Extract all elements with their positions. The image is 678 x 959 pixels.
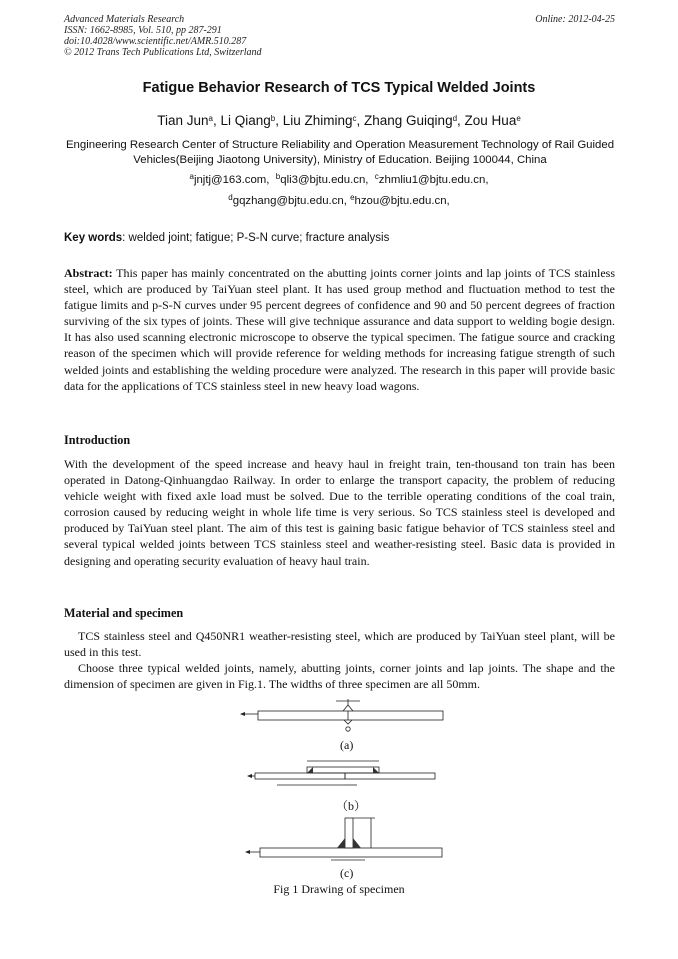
- copyright-line: © 2012 Trans Tech Publications Ltd, Switzerland: [64, 47, 262, 58]
- keywords-label: Key words: [64, 232, 123, 244]
- author: Zhang Guiqing: [364, 113, 453, 128]
- keywords-text: : welded joint; fatigue; P-S-N curve; fracture analysis: [122, 232, 390, 244]
- email-line-1: $^a$jnjtj@163.com, $^b$qli3@bjtu.edu.cn, $^c$zhmliu1@bjtu.edu.cn,: [189, 172, 489, 186]
- affiliation: Engineering Research Center of Structure Reliability and Operation Measurement Technology of Rail Guided Vehicles(Beijing Jiaotong University), Ministry of Education. Beijing 100044, China: [65, 139, 615, 166]
- author: Zou Hua: [464, 113, 517, 128]
- email-address[interactable]: gqzhang@bjtu.edu.cn,: [232, 195, 347, 207]
- doi-line: doi:10.4028/www.scientific.net/AMR.510.287: [64, 36, 247, 47]
- abstract-text: This paper has mainly concentrated on the abutting joints corner joints and lap joints of TCS stainless steel, which are produced by TaiYuan steel plant. It has used group method and fluctuation method to test the fatigue limits and p-S-N curves under 95 percent degrees of confidence and 90 and 50 percent degrees of fraction surviving of the six types of joints. These will give technique assurance and data support to welding bogie design. It has also used scanning electronic microscope to observe the typical specimen. The fatigue source and cracking reason of the specimen which will provide reference for welding methods for increasing fatigue strength of such welded joints and establishing the welding procedure were analyzed. The research in this paper will provide basic data for the applications of TCS stainless steel in new heavy load wagons.: [64, 266, 615, 393]
- figure-caption-b: （b）: [336, 799, 367, 813]
- journal-header: [64, 14, 262, 58]
- material-paragraph-2: Choose three typical welded joints, namely, abutting joints, corner joints and lap joints. The shape and the dimension of specimen are given in Fig.1. The widths of three specimen are all 50mm.: [64, 661, 615, 692]
- abstract-label: Abstract:: [64, 266, 113, 280]
- introduction-text: With the development of the speed increase and heavy haul in freight train, ten-thousand ton train has been operated in Datong-Qinhuangdao Railway. In order to enlarge the transport capacity, the problem of reducing vehicle weight with fixed axle load must be solved. Due to the terrible operating conditions of the coal train, corrosion caused by reducing weight in whole life time is very serious. So TCS stainless steel is developed and produced by TaiYuan steel plant. The aim of this test is gaining basic fatigue behavior of TCS stainless steel and several typical welded joints between TCS stainless steel and weather-resisting steel. Basic data is provided in designing and operating security evaluation of heavy haul train.: [64, 457, 615, 568]
- journal-name: Advanced Materials Research: [64, 14, 185, 25]
- online-date: Online: 2012-04-25: [535, 14, 615, 25]
- author: Tian Jun: [157, 113, 209, 128]
- abstract: [64, 265, 615, 394]
- email-line-2: $^d$gqzhang@bjtu.edu.cn, $^e$hzou@bjtu.edu.cn,: [228, 193, 450, 207]
- section-heading-introduction: Introduction: [64, 433, 131, 447]
- specimen-drawing-c: [245, 812, 445, 864]
- keywords: [64, 232, 389, 244]
- section-heading-material: Material and specimen: [64, 606, 184, 620]
- email-address[interactable]: qli3@bjtu.edu.cn,: [280, 174, 369, 186]
- author: Liu Zhiming: [282, 113, 353, 128]
- paper-title: Fatigue Behavior Research of TCS Typical Welded Joints: [142, 80, 536, 96]
- author: Li Qiang: [220, 113, 271, 128]
- specimen-drawing-b: [247, 757, 442, 795]
- issn-line: ISSN: 1662-8985, Vol. 510, pp 287-291: [64, 25, 222, 36]
- figure-caption-c: (c): [340, 866, 354, 880]
- specimen-drawing-a: [236, 697, 446, 737]
- figure-title: Fig 1 Drawing of specimen: [273, 882, 405, 896]
- email-address[interactable]: jnjtj@163.com,: [193, 174, 270, 186]
- material-paragraph-1: TCS stainless steel and Q450NR1 weather-resisting steel, which are produced by TaiYuan steel plant, will be used in this test.: [64, 629, 615, 660]
- figure-caption-a: (a): [340, 738, 354, 752]
- email-address[interactable]: zhmliu1@bjtu.edu.cn,: [378, 174, 489, 186]
- email-address[interactable]: hzou@bjtu.edu.cn,: [354, 195, 450, 207]
- author-list: Tian Jun$^a$, Li Qiang$^b$, Liu Zhiming$^c$, Zhang Guiqing$^d$, Zou Hua$^e$: [157, 113, 521, 128]
